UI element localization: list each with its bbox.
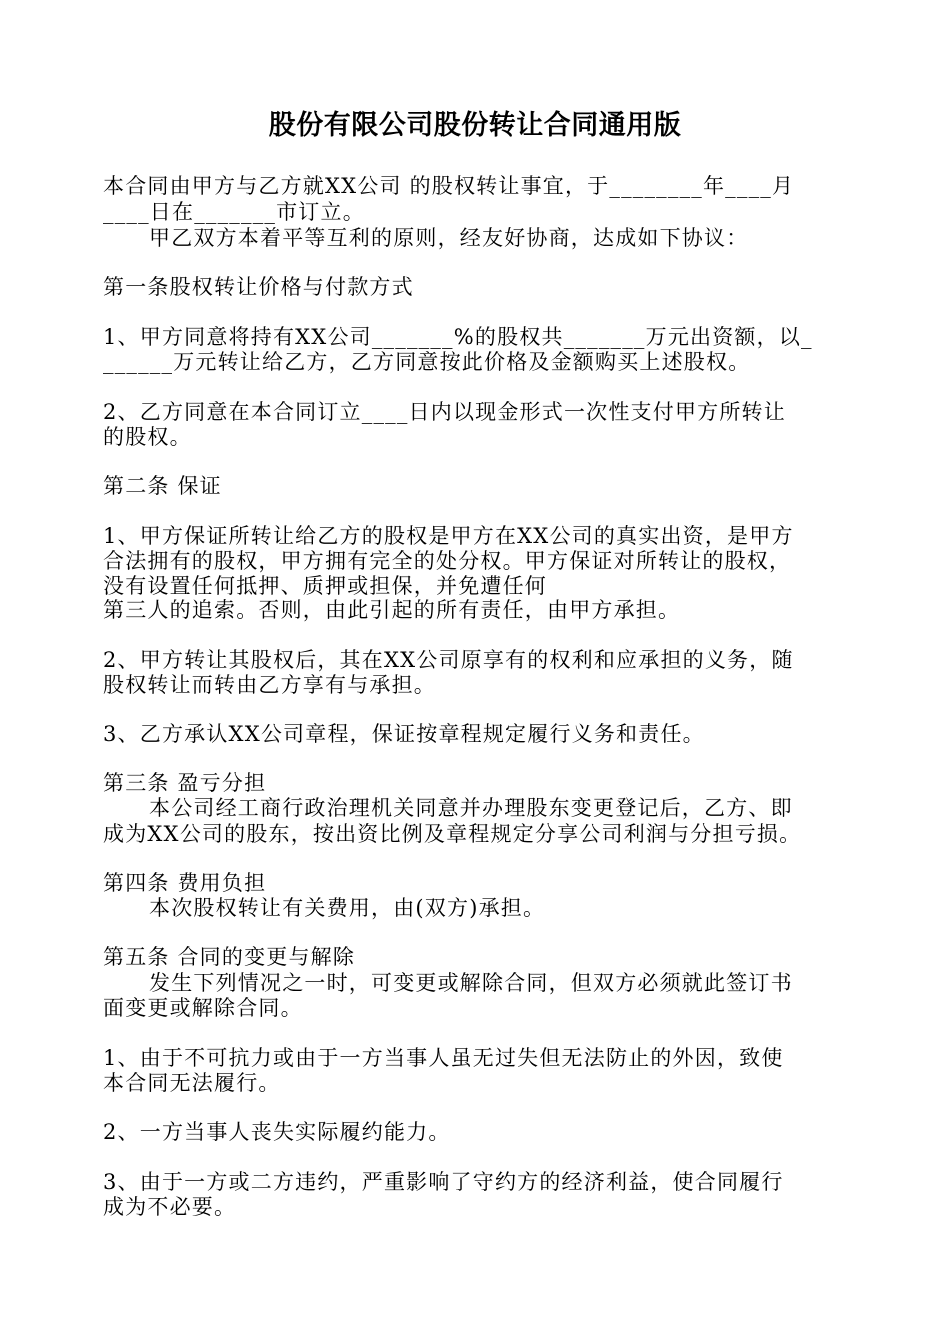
section-heading: 第二条 保证 bbox=[103, 474, 222, 498]
contract-line: 本合同无法履行。 bbox=[103, 1071, 281, 1095]
contract-line: 股权转让而转由乙方享有与承担。 bbox=[103, 673, 436, 697]
contract-line: 3、乙方承认XX公司章程，保证按章程规定履行义务和责任。 bbox=[103, 722, 705, 746]
contract-line: 3、由于一方或二方违约，严重影响了守约方的经济利益，使合同履行 bbox=[103, 1170, 784, 1194]
contract-line: ______万元转让给乙方，乙方同意按此价格及金额购买上述股权。 bbox=[103, 350, 751, 374]
contract-line: 1、甲方同意将持有XX公司_______%的股权共_______万元出资额，以_ bbox=[103, 325, 813, 349]
contract-line: 1、由于不可抗力或由于一方当事人虽无过失但无法防止的外因，致使 bbox=[103, 1046, 784, 1070]
section-heading: 第五条 合同的变更与解除 bbox=[103, 945, 356, 969]
contract-line: 合法拥有的股权，甲方拥有完全的处分权。甲方保证对所转让的股权， bbox=[103, 549, 792, 573]
document-title: 股份有限公司股份转让合同通用版 bbox=[268, 110, 682, 141]
section-heading: 第四条 费用负担 bbox=[103, 871, 267, 895]
contract-line: ____日在_______市订立。 bbox=[103, 200, 365, 224]
contract-line: 的股权。 bbox=[103, 425, 192, 449]
section-heading: 第一条股权转让价格与付款方式 bbox=[103, 275, 414, 299]
contract-line: 2、乙方同意在本合同订立____日内以现金形式一次性支付甲方所转让 bbox=[103, 400, 786, 424]
contract-line: 面变更或解除合同。 bbox=[103, 996, 303, 1020]
contract-line: 甲乙双方本着平等互利的原则，经友好协商，达成如下协议： bbox=[149, 226, 749, 250]
contract-line: 2、一方当事人丧失实际履约能力。 bbox=[103, 1120, 451, 1144]
contract-line: 本公司经工商行政治理机关同意并办理股东变更登记后，乙方、即 bbox=[149, 796, 793, 820]
contract-line: 1、甲方保证所转让给乙方的股权是甲方在XX公司的真实出资，是甲方 bbox=[103, 524, 794, 548]
section-heading: 第三条 盈亏分担 bbox=[103, 771, 267, 795]
contract-line: 成为不必要。 bbox=[103, 1195, 237, 1219]
contract-line: 发生下列情况之一时，可变更或解除合同，但双方必须就此签订书 bbox=[149, 971, 793, 995]
contract-line: 本合同由甲方与乙方就XX公司 的股权转让事宜，于________年____月 bbox=[103, 174, 795, 198]
contract-line: 本次股权转让有关费用，由(双方)承担。 bbox=[149, 896, 546, 920]
contract-line: 成为XX公司的股东，按出资比例及章程规定分享公司利润与分担亏损。 bbox=[103, 822, 802, 846]
contract-line: 第三人的追索。否则，由此引起的所有责任，由甲方承担。 bbox=[103, 598, 681, 622]
contract-line: 没有设置任何抵押、质押或担保，并免遭任何 bbox=[103, 574, 547, 598]
contract-line: 2、甲方转让其股权后，其在XX公司原享有的权利和应承担的义务，随 bbox=[103, 648, 794, 672]
